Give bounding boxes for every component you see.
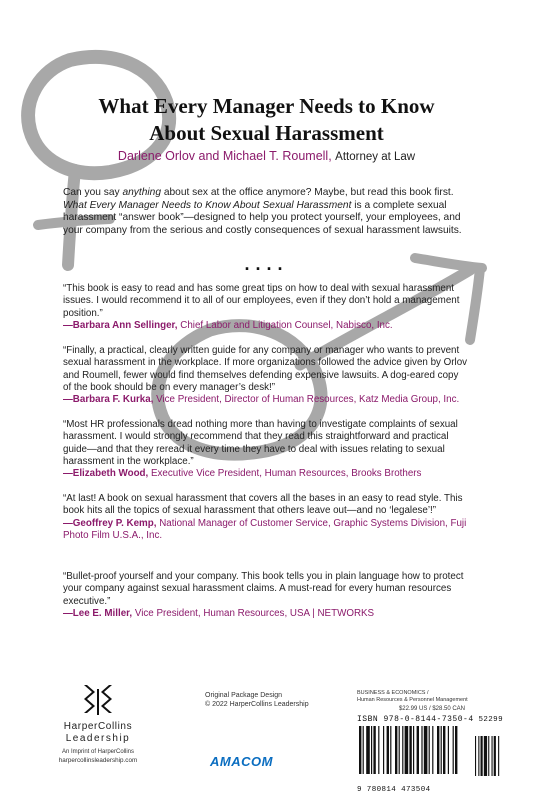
barcode-bar [429,726,430,774]
barcode-bar [409,726,411,774]
barcode-bar [448,726,449,774]
barcode-addon-number: 52299 [478,716,503,724]
barcode-addon-bar [478,736,479,776]
testimonial [63,345,468,406]
testimonial-attribution [63,608,374,619]
barcode-bar [443,726,445,774]
barcode-bar [453,726,454,774]
testimonial-text: “Bullet-proof yourself and your company. This book tells you in plain language how to protect your company against sexual harassment claims. A must-read for every human resources executive.” [63,571,464,607]
separator-dots: .... [244,254,289,274]
publisher-logo [42,683,154,764]
barcode-block [357,690,507,794]
barcode-bar [399,726,400,774]
testimonial-attribution [63,394,459,405]
barcode-addon-bar [498,736,499,776]
testimonial-title: Vice President, Director of Human Resources, Katz Media Group, Inc. [153,394,460,406]
testimonial-title: Executive Vice President, Human Resources, Brooks Brothers [148,468,422,480]
testimonial-text: “Finally, a practical, clearly written guide for any company or manager who wants to prevent sexual harassment in the workplace. If more organizations followed the advice given by Orlov and Roumell, fewer would find themselves defending expensive lawsuits. A dog-eared copy of the book should be on every manager’s desk!” [63,345,468,393]
testimonial-attribution [63,518,466,541]
intro-text-2: about sex at the office anymore? Maybe, but read this book first. [161,187,454,198]
barcode-bar [371,726,372,774]
testimonial-attribution [63,320,393,331]
testimonial-title: National Manager of Customer Service, Graphic Systems Division, Fuji Photo Film U.S.A., Inc. [63,517,467,541]
barcode-addon-bar [488,736,489,776]
testimonial-name: —Lee E. Miller, [63,607,133,619]
barcode-bar [359,726,361,774]
barcode-bar [432,726,433,774]
barcode-number: 9 780814 473504 [357,786,431,794]
book-title [0,93,533,147]
barcode-bar [417,726,419,774]
barcode-addon-bar [481,736,483,776]
package-design-credit [205,691,309,709]
publisher-name [42,721,154,745]
testimonial-name: —Elizabeth Wood, [63,468,149,480]
barcode-addon-bar [494,736,496,776]
testimonial [63,493,468,542]
cover-footer [0,683,533,800]
intro-text-3: is a complete sexual harassment “answer book”—designed to help you protect yourself, your employees, and your company from the serious and costly consequences of sexual harassment lawsuits. [63,199,462,236]
intro-book-title: What Every Manager Needs to Know About Sexual Harassment [63,199,352,211]
barcode-bar [437,726,439,774]
testimonial-name: —Barbara Ann Sellinger, [63,319,178,331]
testimonial [63,283,468,332]
testimonial-text: “Most HR professionals dread nothing more than having to investigate complaints of sexual harassment. I would strongly recommend that they read this straightforward and practical guide—and that they reread it every time they have to deal with issues relating to sexual harassment in the workplace.” [63,419,458,467]
category-line-1: BUSINESS & ECONOMICS / [357,690,429,696]
category-line-2: Human Resources & Personnel Management [357,697,468,703]
barcode-bar [378,726,379,774]
barcode-bar [373,726,375,774]
barcode-bar [363,726,364,774]
barcode-bar [405,726,409,774]
testimonial-attribution [63,468,421,479]
barcode-bar [441,726,442,774]
barcode-bar [421,726,422,774]
testimonial-name: —Geoffrey P. Kemp, [63,517,157,529]
price-label: $22.99 US / $28.50 CAN [398,706,466,712]
package-line-2: © 2022 HarperCollins Leadership [205,701,309,708]
author-line [0,149,533,163]
testimonial-name: —Barbara F. Kurka, [63,394,154,406]
bisac-category [357,690,507,704]
barcode-bar [395,726,397,774]
barcode-bar [413,726,414,774]
barcode-bar [424,726,428,774]
title-line-1: What Every Manager Needs to Know [98,94,435,118]
barcode-addon-bar [475,736,476,776]
author-names: Darlene Orlov and Michael T. Roumell, [117,149,332,163]
barcode-bar [455,726,457,774]
amacom-logo: AMACOM [210,754,273,769]
publisher-url: harpercollinsleadership.com [58,757,138,764]
author-role: Attorney at Law [335,151,416,163]
publisher-name-line-1: HarperCollins [63,721,133,732]
barcode-bar [366,726,370,774]
publisher-name-line-2: Leadership [65,733,131,744]
testimonial-text: “At last! A book on sexual harassment that covers all the bases in an easy to read style. This book hits all the topics of sexual harassment that others leave out—and no ‘legalese’!” [63,493,463,517]
testimonial-title: Vice President, Human Resources, USA | NETWORKS [132,607,375,619]
barcode-bar [383,726,384,774]
barcode-bars [357,726,507,778]
imprint-text: An Imprint of HarperCollins [61,749,135,755]
package-line-1: Original Package Design [205,692,283,699]
barcode-bar [402,726,403,774]
title-line-2: About Sexual Harassment [149,121,384,145]
barcode-bar [390,726,391,774]
testimonial [63,571,468,620]
barcode-addon-bar [484,736,487,776]
barcode-addon-bar [492,736,493,776]
intro-paragraph [63,187,468,237]
isbn-text: ISBN 978-0-8144-7350-4 [357,715,474,724]
intro-emphasis-1: anything [122,187,161,198]
testimonial [63,419,468,480]
harpercollins-flame-icon [78,683,118,717]
testimonial-title: Chief Labor and Litigation Counsel, Nabisco, Inc. [177,319,393,331]
intro-text-1: Can you say [63,187,123,198]
barcode-bar [387,726,389,774]
testimonial-text: “This book is easy to read and has some great tips on how to deal with sexual harassment issues. I would recommend it to all of our employees, even if they don’t hold a management position.” [63,283,460,319]
